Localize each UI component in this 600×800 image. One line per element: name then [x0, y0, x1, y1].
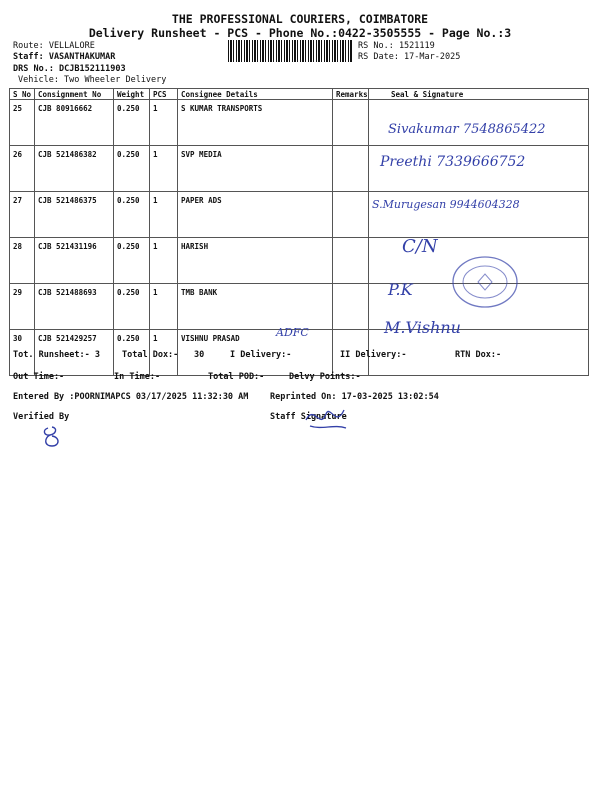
verifier-signature-icon — [40, 424, 68, 450]
handwritten-signature: Sivakumar 7548865422 — [388, 122, 546, 137]
col-sno: S No — [10, 89, 35, 100]
row-sno: 27 — [10, 192, 35, 238]
handwritten-signature: M.Vishnu — [384, 318, 461, 337]
total-pod: Total POD:- — [208, 372, 265, 382]
staff-signature-icon — [300, 400, 352, 436]
verified-by: Verified By — [13, 412, 70, 422]
handwritten-signature: Preethi 7339666752 — [380, 154, 526, 170]
row-weight: 0.250 — [114, 284, 150, 330]
in-time: In Time:- — [114, 372, 161, 382]
total-dox-label: Total Dox:- — [122, 350, 179, 360]
rtn-dox: RTN Dox:- — [455, 350, 502, 360]
reprinted-on: Reprinted On: 17-03-2025 13:02:54 — [270, 392, 439, 402]
col-remarks: Remarks — [333, 89, 369, 100]
row-pcs: 1 — [150, 238, 178, 284]
handwritten-signature: P.K — [388, 280, 413, 299]
total-runsheet: Tot. Runsheet:- 3 — [13, 350, 100, 360]
col-seal: Seal & Signature — [369, 89, 589, 100]
delvy-points: Delvy Points:- — [289, 372, 361, 382]
table-header-row — [10, 89, 589, 100]
handwritten-signature: C/N — [402, 236, 438, 257]
entered-by: Entered By :POORNIMAPCS 03/17/2025 11:32:30 AM — [13, 392, 249, 402]
row-remarks — [333, 100, 369, 146]
row-pcs: 1 — [150, 192, 178, 238]
ii-delivery: II Delivery:- — [340, 350, 407, 360]
total-dox-value: 30 — [194, 350, 205, 360]
row-sno: 28 — [10, 238, 35, 284]
barcode-graphic — [228, 40, 352, 62]
row-consignee: TMB BANK — [178, 284, 333, 330]
row-pcs: 1 — [150, 100, 178, 146]
rs-date: RS Date: 17-Mar-2025 — [358, 52, 461, 62]
row-consignee: HARISH — [178, 238, 333, 284]
handwritten-remark: ADFC — [276, 326, 309, 339]
drs-number: DRS No.: DCJB152111903 — [13, 64, 126, 74]
row-consignment: CJB 521488693 — [35, 284, 114, 330]
row-pcs: 1 — [150, 284, 178, 330]
row-weight: 0.250 — [114, 330, 150, 376]
out-time: Out Time:- — [13, 372, 65, 382]
row-pcs: 1 — [150, 146, 178, 192]
row-pcs: 1 — [150, 330, 178, 376]
i-delivery: I Delivery:- — [230, 350, 292, 360]
row-consignee: VISHNU PRASAD — [178, 330, 333, 376]
row-remarks — [333, 192, 369, 238]
row-weight: 0.250 — [114, 238, 150, 284]
row-remarks — [333, 284, 369, 330]
company-title: THE PROFESSIONAL COURIERS, COIMBATORE — [171, 12, 429, 26]
vehicle-label: Vehicle: Two Wheeler Delivery — [18, 75, 167, 85]
row-remarks — [333, 238, 369, 284]
handwritten-signature: S.Murugesan 9944604328 — [372, 198, 520, 211]
runsheet-subtitle: Delivery Runsheet - PCS - Phone No.:0422-3505555 - Page No.:3 — [88, 26, 512, 40]
col-pcs: PCS — [150, 89, 178, 100]
col-weight: Weight — [114, 89, 150, 100]
row-weight: 0.250 — [114, 146, 150, 192]
row-consignment: CJB 521486375 — [35, 192, 114, 238]
row-sno: 30 — [10, 330, 35, 376]
row-consignee: S KUMAR TRANSPORTS — [178, 100, 333, 146]
company-stamp-icon — [450, 254, 520, 310]
row-consignee: SVP MEDIA — [178, 146, 333, 192]
route-label: Route: VELLALORE — [13, 41, 95, 51]
col-consignment: Consignment No — [35, 89, 114, 100]
col-consignee: Consignee Details — [178, 89, 333, 100]
row-remarks — [333, 146, 369, 192]
row-sno: 26 — [10, 146, 35, 192]
row-consignment: CJB 521486382 — [35, 146, 114, 192]
row-weight: 0.250 — [114, 192, 150, 238]
row-weight: 0.250 — [114, 100, 150, 146]
row-consignment: CJB 80916662 — [35, 100, 114, 146]
row-consignment: CJB 521429257 — [35, 330, 114, 376]
row-sno: 25 — [10, 100, 35, 146]
row-consignment: CJB 521431196 — [35, 238, 114, 284]
staff-signature-label: Staff Signature — [270, 412, 347, 422]
row-sno: 29 — [10, 284, 35, 330]
staff-label: Staff: VASANTHAKUMAR — [13, 52, 116, 62]
rs-number: RS No.: 1521119 — [358, 41, 435, 51]
row-consignee: PAPER ADS — [178, 192, 333, 238]
